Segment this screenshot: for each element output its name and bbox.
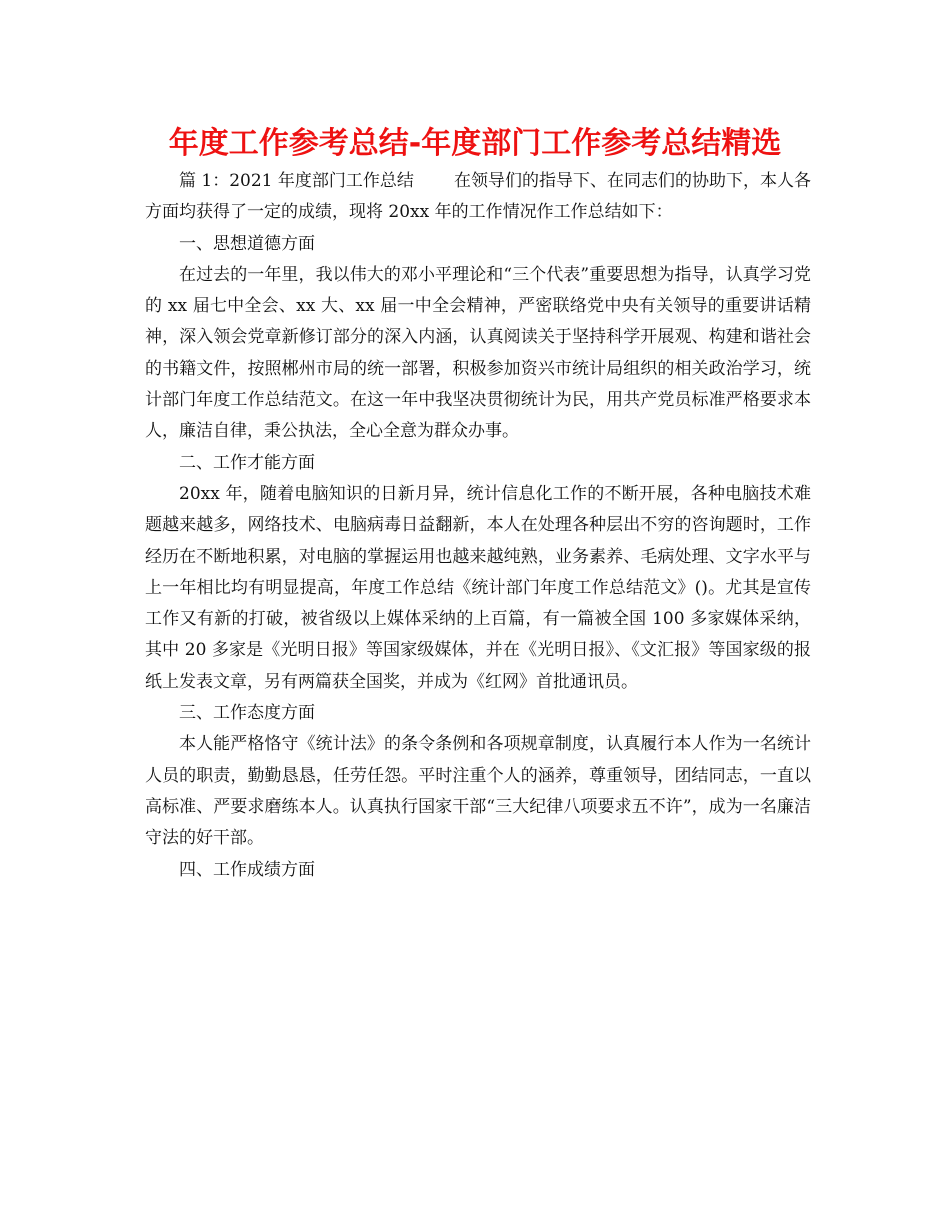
document-body [145,166,811,886]
section-heading-3: 三、工作态度方面 [179,703,315,724]
section-paragraph-3: 本人能严格恪守《统计法》的条令条例和各项规章制度，认真履行本人作为一名统计人员的职责，勤勤恳恳，任劳任怨。平时注重个人的涵养，尊重领导，团结同志，一直以高标准、严要求磨练本人。认真执行国家干部“三大纪律八项要求五不许”，成为一名廉洁守法的好干部。 [145,734,811,849]
intro-paragraph [145,166,811,229]
document-title: 年度工作参考总结-年度部门工作参考总结精选 [168,126,782,161]
section-paragraph-2: 20xx 年，随着电脑知识的日新月异，统计信息化工作的不断开展，各种电脑技术难题越来越多，网络技术、电脑病毒日益翻新，本人在处理各种层出不穷的咨询题时，工作经历在不断地积累，对电脑的掌握运用也越来越纯熟，业务素养、毛病处理、文字水平与上一年相比均有明显提高，年度工作总结《统计部门年度工作总结范文》()。尤其是宣传工作又有新的打破，被省级以上媒体采纳的上百篇，有一篇被全国 100 多家媒体采纳，其中 20 多家是《光明日报》等国家级媒体，并在《光明日报》、《文汇报》等国家级的报纸上发表文章，另有两篇获全国奖，并成为《红网》首批通讯员。 [145,483,811,692]
intro-label: 篇 1：2021 年度部门工作总结 [179,171,414,191]
intro-text: 在领导们的指导下、在同志们的协助下，本人各方面均获得了一定的成绩，现将 20xx 年的工作情况作工作总结如下： [145,171,812,223]
section-heading-1: 一、思想道德方面 [179,233,315,254]
section-paragraph-1: 在过去的一年里，我以伟大的邓小平理论和“三个代表”重要思想为指导，认真学习党的 xx 届七中全会、xx 大、xx 届一中全会精神，严密联络党中央有关领导的重要讲话精神，深入领会党章新修订部分的深入内涵，认真阅读关于坚持科学开展观、构建和谐社会的书籍文件，按照郴州市局的统一部署，积极参加资兴市统计局组织的相关政治学习，统计部门年度工作总结范文。在这一年中我坚决贯彻统计为民，用共产党员标准严格要求本人，廉洁自律，秉公执法，全心全意为群众办事。 [145,264,811,442]
section-heading-2: 二、工作才能方面 [179,452,315,473]
section-heading-4: 四、工作成绩方面 [179,859,315,880]
